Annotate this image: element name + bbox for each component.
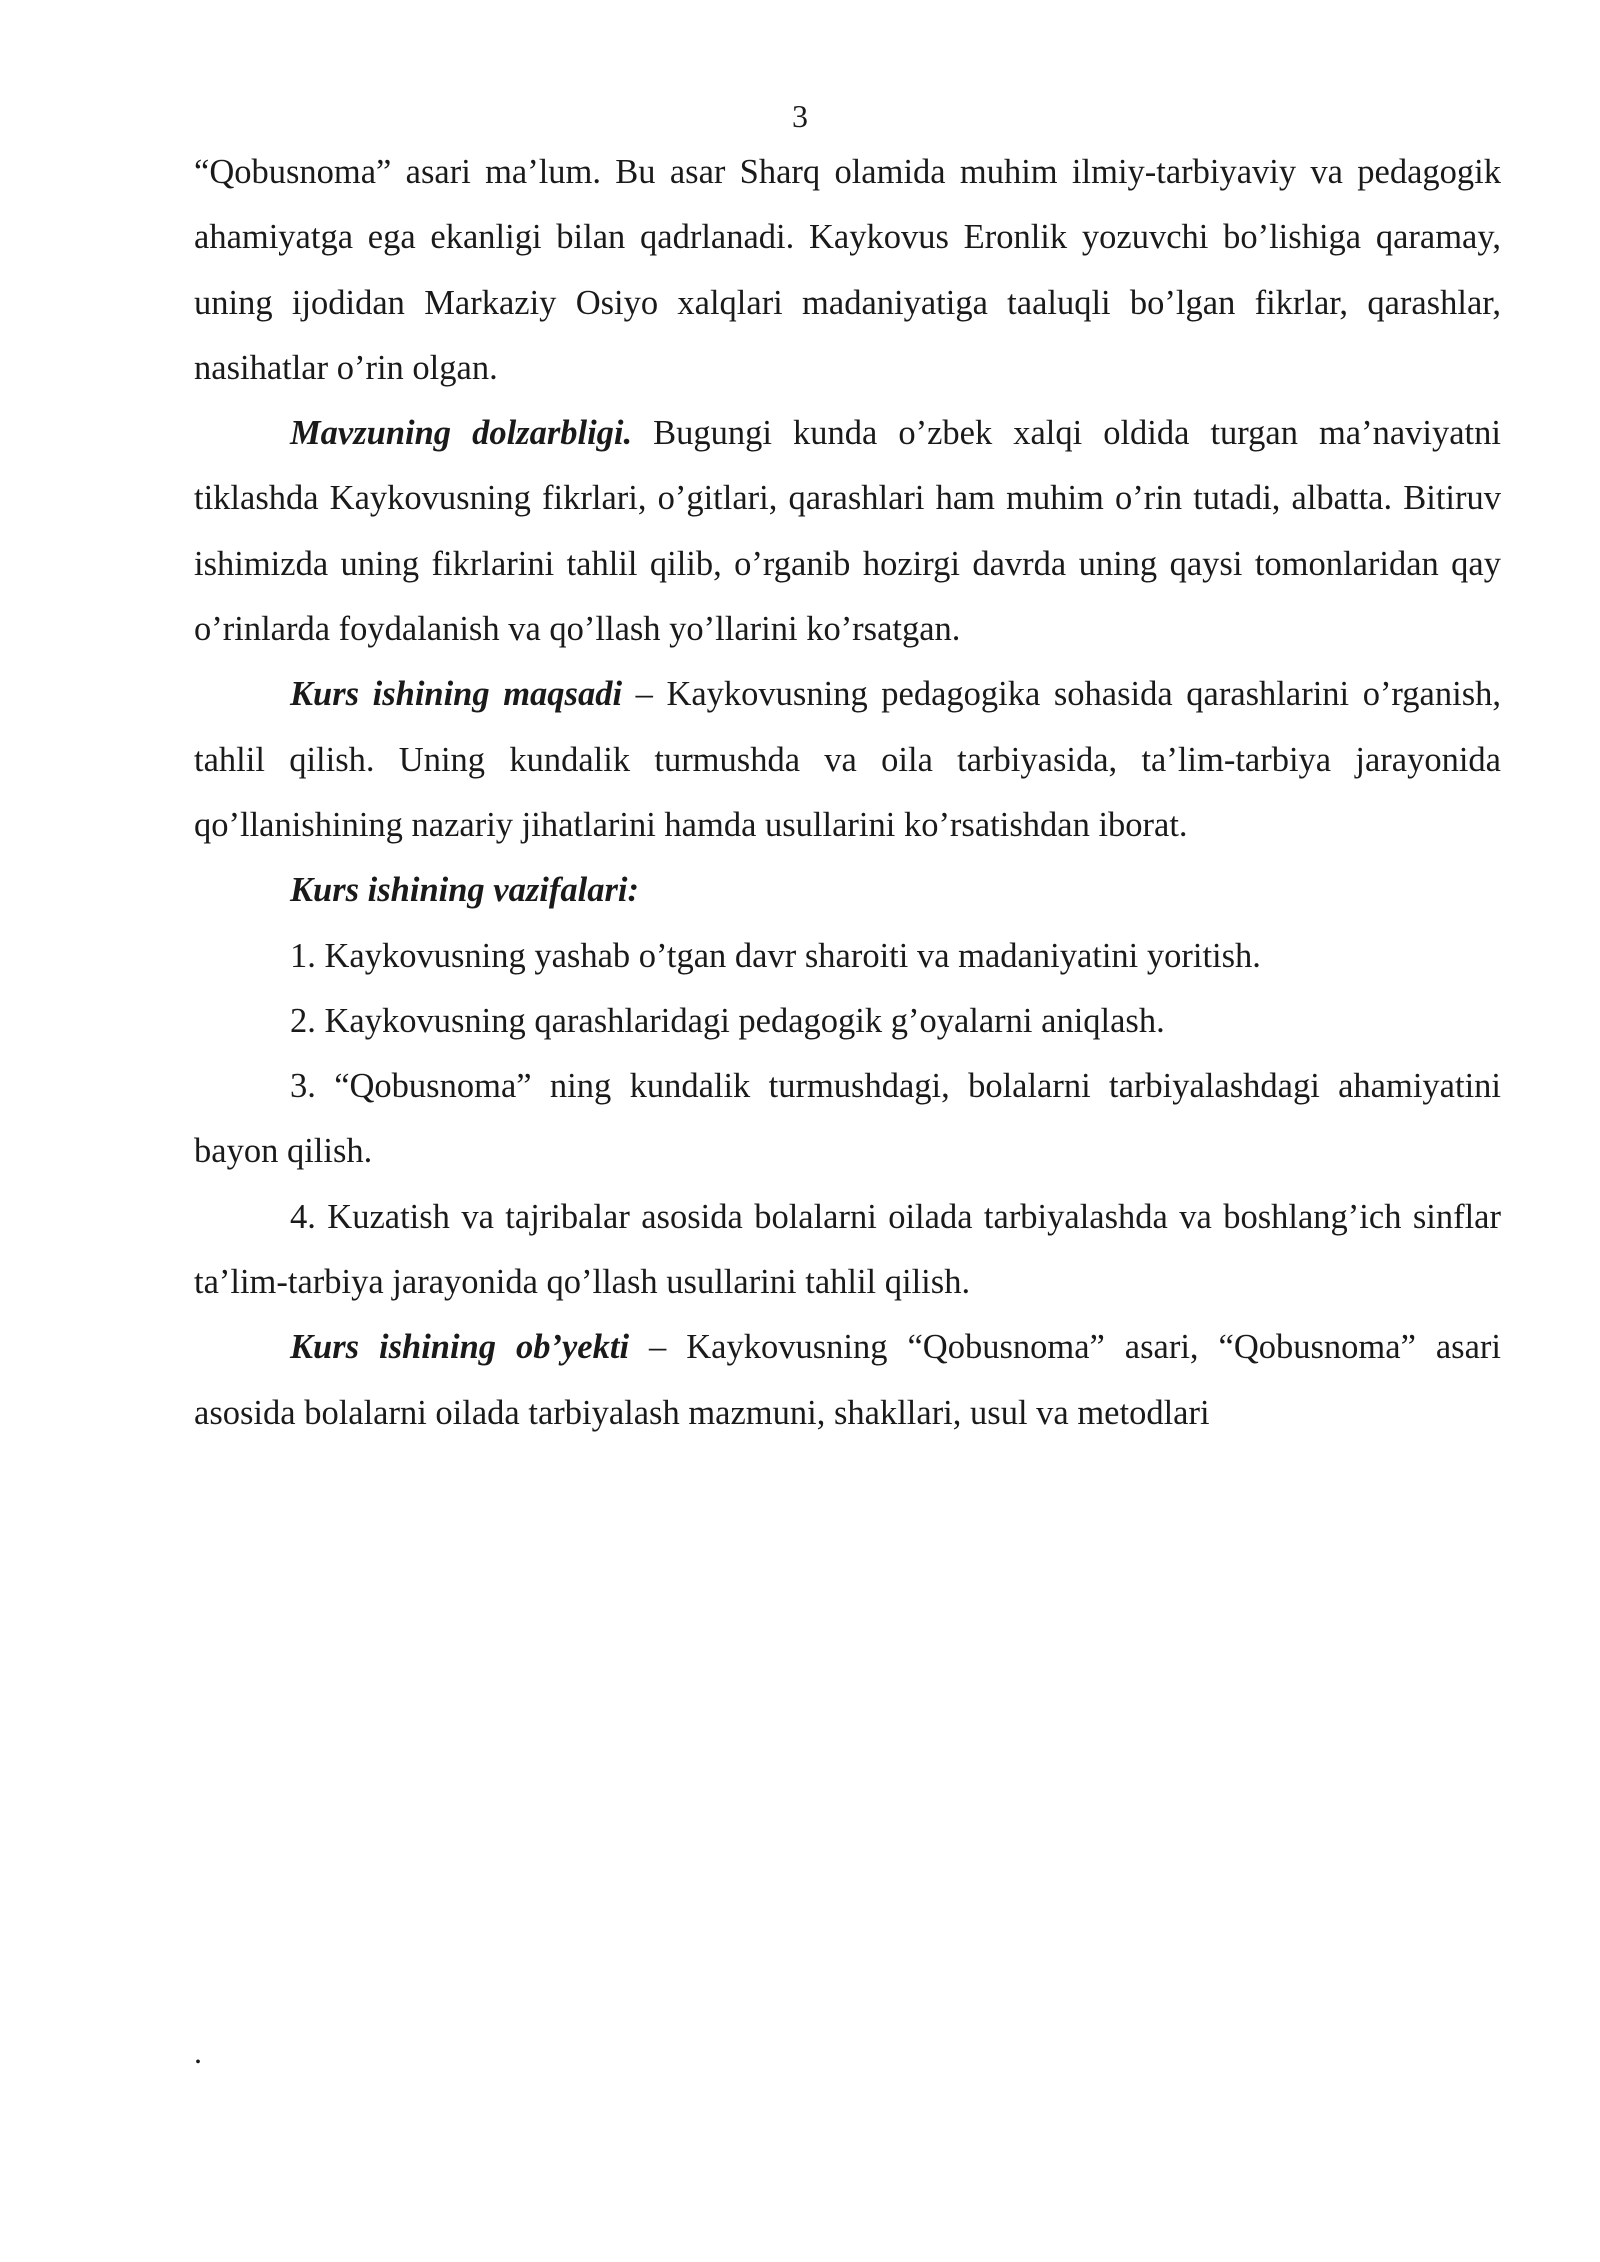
goal-paragraph [194, 662, 1501, 858]
task-item: 1. Kaykovusning yashab o’tgan davr sharoiti va madaniyatini yoritish. [290, 936, 1261, 975]
goal-text: – Kaykovusning pedagogika sohasida qarashlarini o’rganish, tahlil qilish. Uning kundalik turmushda va oila tarbiyasida, ta’lim-tarbiya jarayonida qo’llanishining nazariy jihatlarini hamda usullarini ko’rsatishdan iborat. [194, 675, 1501, 844]
object-text: – Kaykovusning “Qobusnoma” asari, “Qobusnoma” asari asosida bolalarni oilada tarbiyalash mazmuni, shakllari, usul va metodlari [194, 1328, 1501, 1432]
intro-paragraph: “Qobusnoma” asari ma’lum. Bu asar Sharq olamida muhim ilmiy-tarbiyaviy va pedagogik ahamiyatga ega ekanligi bilan qadrlanadi. Kaykovus Eronlik yozuvchi bo’lishiga qaramay, uning ijodidan Markaziy Osiyo xalqlari madaniyatiga taaluqli bo’lgan fikrlar, qarashlar, nasihatlar o’rin olgan. [194, 153, 1501, 387]
page-number: 3 [792, 98, 808, 134]
object-paragraph [194, 1315, 1501, 1446]
task-item: 2. Kaykovusning qarashlaridagi pedagogik g’oyalarni aniqlash. [290, 1001, 1165, 1040]
footer-dot: . [194, 2034, 202, 2070]
relevance-paragraph [194, 401, 1501, 662]
goal-heading: Kurs ishining maqsadi [290, 675, 623, 714]
tasks-heading: Kurs ishining vazifalari: [290, 871, 639, 910]
relevance-heading: Mavzuning dolzarbligi. [290, 414, 633, 453]
tasks-heading-paragraph [194, 858, 1501, 923]
relevance-text: Bugungi kunda o’zbek xalqi oldida turgan ma’naviyatni tiklashda Kaykovusning fikrlari, o’gitlari, qarashlari ham muhim o’rin tutadi, albatta. Bitiruv ishimizda uning fikrlarini tahlil qilib, o’rganib hozirgi davrda uning qaysi tomonlaridan qay o’rinlarda foydalanish va qo’llash yo’llarini ko’rsatgan. [194, 414, 1501, 649]
task-item: 4. Kuzatish va tajribalar asosida bolalarni oilada tarbiyalashda va boshlang’ich sinflar ta’lim-tarbiya jarayonida qo’llash usullarini tahlil qilish. [194, 1197, 1501, 1302]
object-heading: Kurs ishining ob’yekti [290, 1328, 630, 1367]
task-item: 3. “Qobusnoma” ning kundalik turmushdagi, bolalarni tarbiyalashdagi ahamiyatini bayon qilish. [194, 1067, 1501, 1171]
body-text [194, 140, 1501, 1446]
